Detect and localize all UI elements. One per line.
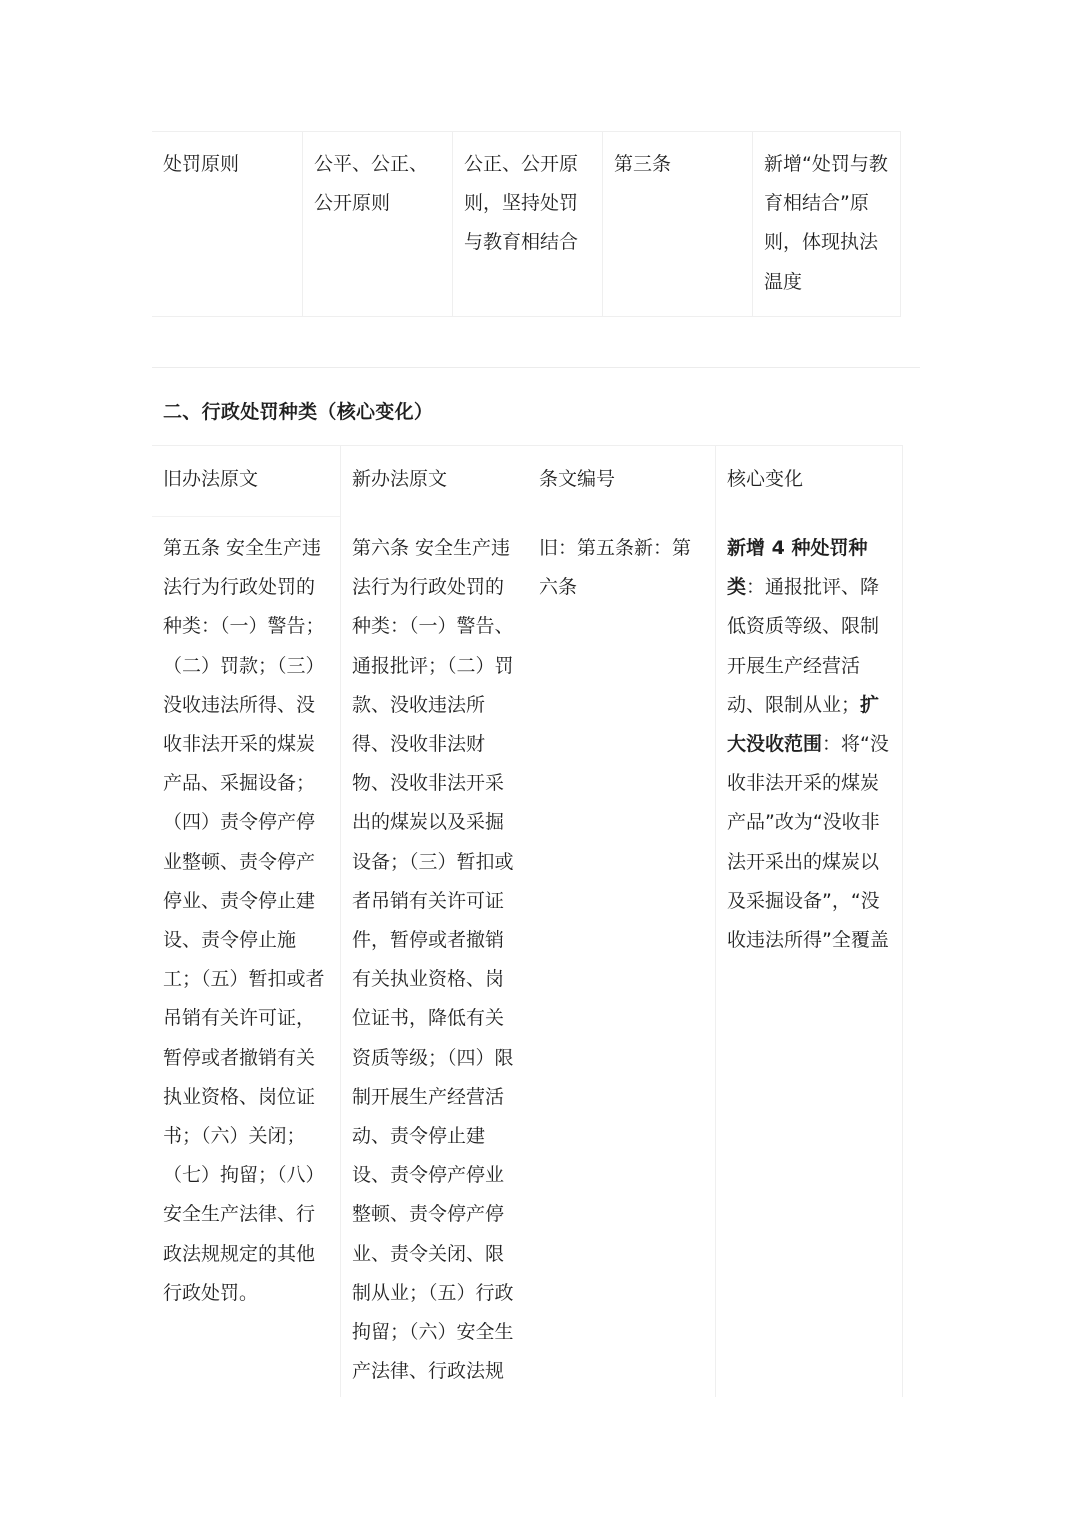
- change-bold-2: 扩大没收范围: [727, 693, 880, 756]
- principle-table: [152, 131, 901, 317]
- principle-col-item: [152, 132, 302, 316]
- old-text: 第五条 安全生产违法行为行政处罚的种类：（一）警告；（二）罚款；（三）没收违法所得、没收非法开采的煤炭产品、采掘设备；（四）责令停产停业整顿、责令停产停业、责令停止建设、责令停止施工；（五）暂扣或者吊销有关许可证，暂停或者撤销有关执业资格、岗位证书；（六）关闭；（七）拘留；（八）安全生产法律、行政法规规定的其他行政处罚。: [163, 537, 325, 1304]
- change-text-2: ：将“没收非法开采的煤炭产品”改为“没收非法开采出的煤炭以及采掘设备”，“没收违法所得”全覆盖: [727, 733, 889, 952]
- article-no: 旧：第五条新：第六条: [539, 537, 692, 599]
- header-change: 核心变化: [727, 468, 804, 490]
- col-old: [152, 446, 340, 1397]
- principle-change: 新增“处罚与教育相结合”原则，体现执法温度: [764, 153, 888, 293]
- col-new: [340, 446, 528, 1397]
- col-article: [528, 446, 715, 1397]
- principle-item: 处罚原则: [163, 153, 240, 175]
- new-text: 第六条 安全生产违法行为行政处罚的种类：（一）警告、通报批评；（二）罚款、没收违法所得、没收非法财物、没收非法开采出的煤炭以及采掘设备；（三）暂扣或者吊销有关许可证件，暂停或者撤销有关执业资格、岗位证书，降低有关资质等级；（四）限制开展生产经营活动、责令停止建设、责令停产停业整顿、责令停产停业、责令关闭、限制从业；（五）行政拘留；（六）安全生产法律、行政法规: [352, 537, 514, 1383]
- penalty-types-table: [152, 445, 903, 1397]
- header-new: 新办法原文: [352, 468, 448, 490]
- section-divider: [152, 367, 920, 368]
- principle-article: 第三条: [614, 153, 672, 175]
- header-article: 条文编号: [539, 468, 616, 490]
- col-change: [715, 446, 901, 1397]
- principle-col-new: [452, 132, 602, 316]
- principle-col-old: [302, 132, 452, 316]
- header-old: 旧办法原文: [163, 468, 259, 490]
- section-heading: 二、行政处罚种类（核心变化）: [163, 401, 434, 423]
- principle-old-text: 公平、公正、公开原则: [314, 153, 429, 215]
- change-text-1: ：通报批评、降低资质等级、限制开展生产经营活动、限制从业；: [727, 576, 880, 716]
- change-bold-1: 新增 4 种处罚种类: [727, 537, 868, 599]
- principle-col-change: [752, 132, 900, 316]
- principle-new-text: 公正、公开原则，坚持处罚与教育相结合: [464, 153, 579, 254]
- change-text: [727, 529, 891, 960]
- header-row-divider: [152, 516, 340, 517]
- principle-col-article: [602, 132, 752, 316]
